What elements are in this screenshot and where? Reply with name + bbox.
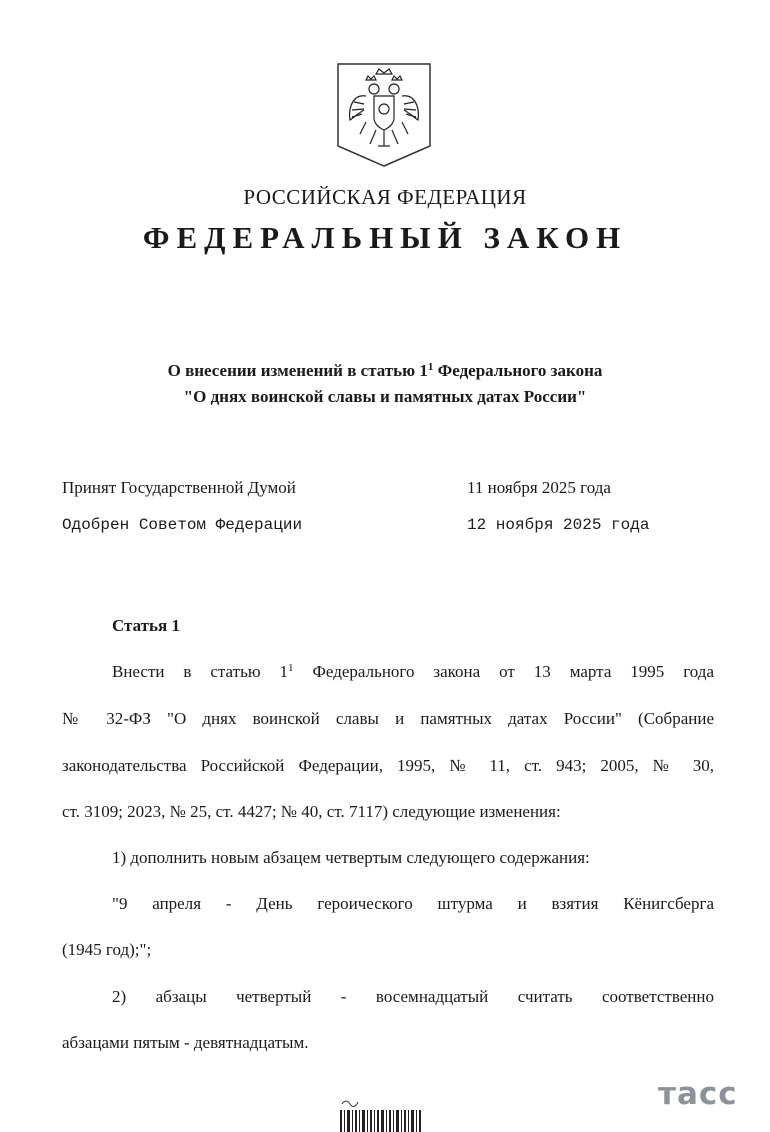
law-title-text-end: Федерального закона [433,361,603,380]
law-title-line-1 [0,358,770,384]
tass-watermark-logo: тасс [658,1076,738,1112]
article-intro-text-end: Федерального закона от 13 марта 1995 года [293,662,714,681]
quoted-text-line: "9 апреля - День героического штурма и взятия Кёнигсберга [112,894,714,913]
duma-adoption-date: 11 ноября 2025 года [467,478,611,497]
document-type: ФЕДЕРАЛЬНЫЙ ЗАКОН [142,220,628,255]
coat-of-arms-icon [336,62,432,168]
country-name: РОССИЙСКАЯ ФЕДЕРАЦИЯ [243,185,527,209]
article-heading: Статья 1 [112,616,180,635]
council-approval-date: 12 ноября 2025 года [467,516,650,534]
amendment-item-2-continuation: абзацами пятым - девятнадцатым. [62,1033,309,1052]
quoted-text-line: (1945 год);"; [62,940,152,959]
council-approval-label: Одобрен Советом Федерации [62,516,303,534]
amendment-item-1: 1) дополнить новым абзацем четвертым следующего содержания: [112,848,590,867]
barcode-icon [338,1098,424,1132]
article-paragraph-line: ст. 3109; 2023, № 25, ст. 4427; № 40, ст. 7117) следующие изменения: [62,802,561,821]
article-paragraph-line [112,662,714,682]
amendment-item-2: 2) абзацы четвертый - восемнадцатый считать соответственно [112,987,714,1006]
article-paragraph-line: № 32-ФЗ "О днях воинской славы и памятных датах России" (Собрание [62,709,714,728]
article-intro-superscript: 1 [288,662,294,674]
law-title-text: О внесении изменений в статью 1 [167,361,428,380]
law-title-superscript: 1 [427,361,434,373]
law-title-line-2: "О днях воинской славы и памятных датах России" [183,387,587,406]
duma-adoption-label: Принят Государственной Думой [62,478,296,497]
law-title [0,358,770,410]
article-intro-text: Внести в статью 1 [112,662,288,681]
article-paragraph-line: законодательства Российской Федерации, 1995, № 11, ст. 943; 2005, № 30, [62,756,714,775]
